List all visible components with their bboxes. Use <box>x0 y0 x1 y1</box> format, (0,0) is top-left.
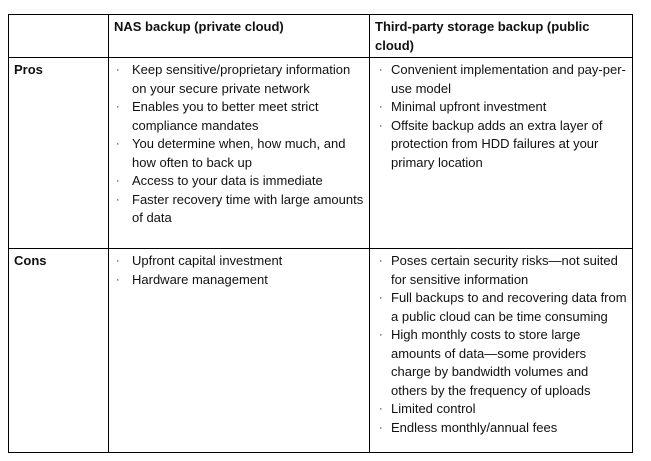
cons-nas-list <box>114 252 364 289</box>
list-item-text: Offsite backup adds an extra layer of protection from HDD failures at your primary location <box>391 117 603 170</box>
list-item-text: Poses certain security risks—not suited for sensitive information <box>391 253 618 287</box>
list-item <box>375 326 627 400</box>
cons-cloud-cell <box>370 249 633 453</box>
bullet-icon: · <box>379 255 383 267</box>
list-item-text: Minimal upfront investment <box>391 99 547 114</box>
bullet-icon: · <box>116 64 120 76</box>
bullet-icon: · <box>116 193 120 206</box>
row-label-pros: Pros <box>9 58 109 249</box>
bullet-icon: · <box>116 255 120 267</box>
bullet-icon: · <box>379 64 383 76</box>
bullet-icon: · <box>116 101 120 113</box>
row-label-cons: Cons <box>9 249 109 453</box>
bullet-icon: · <box>379 101 383 113</box>
list-item <box>375 289 627 326</box>
list-item <box>375 98 627 117</box>
bullet-icon: · <box>379 403 383 415</box>
cons-cloud-list <box>375 252 627 437</box>
list-item-text: Convenient implementation and pay-per-use model <box>391 62 626 96</box>
list-item-text: Limited control <box>391 401 476 416</box>
list-item-text: Full backups to and recovering data from a public cloud can be time consuming <box>391 290 627 324</box>
header-nas-backup: NAS backup (private cloud) <box>109 15 370 58</box>
pros-nas-list <box>114 61 364 228</box>
bullet-icon: · <box>116 138 120 150</box>
list-item <box>114 135 364 172</box>
header-corner-cell <box>9 15 109 58</box>
bullet-icon: · <box>379 119 383 132</box>
list-item <box>375 400 627 419</box>
list-item-text: Upfront capital investment <box>132 253 283 268</box>
cons-nas-cell <box>109 249 370 453</box>
list-item <box>375 61 627 98</box>
list-item <box>375 419 627 438</box>
list-item <box>375 252 627 289</box>
header-public-cloud-backup: Third-party storage backup (public cloud) <box>370 15 633 58</box>
list-item <box>114 61 364 98</box>
list-item <box>114 98 364 135</box>
list-item-text: Access to your data is immediate <box>132 173 323 188</box>
list-item-text: Faster recovery time with large amounts of data <box>132 191 364 225</box>
pros-nas-cell <box>109 58 370 249</box>
list-item <box>114 252 364 271</box>
list-item <box>114 191 364 228</box>
list-item <box>114 172 364 191</box>
bullet-icon: · <box>379 329 383 341</box>
cons-row <box>9 249 633 453</box>
list-item-text: Hardware management <box>132 271 268 287</box>
list-item-text: Endless monthly/annual fees <box>391 419 558 435</box>
header-row <box>9 15 633 58</box>
list-item <box>114 271 364 290</box>
pros-row <box>9 58 633 249</box>
list-item-text: Keep sensitive/proprietary information on your secure private network <box>132 62 351 96</box>
pros-cloud-list <box>375 61 627 172</box>
list-item-text: You determine when, how much, and how often to back up <box>132 136 346 170</box>
bullet-icon: · <box>116 273 120 286</box>
list-item-text: High monthly costs to store large amounts of data—some providers charge by bandwidth volumes and others by the frequency of uploads <box>391 327 591 398</box>
bullet-icon: · <box>116 175 120 187</box>
list-item <box>375 117 627 173</box>
pros-cloud-cell <box>370 58 633 249</box>
list-item-text: Enables you to better meet strict compliance mandates <box>132 99 319 133</box>
bullet-icon: · <box>379 292 383 304</box>
comparison-table <box>8 14 633 453</box>
bullet-icon: · <box>379 421 383 434</box>
